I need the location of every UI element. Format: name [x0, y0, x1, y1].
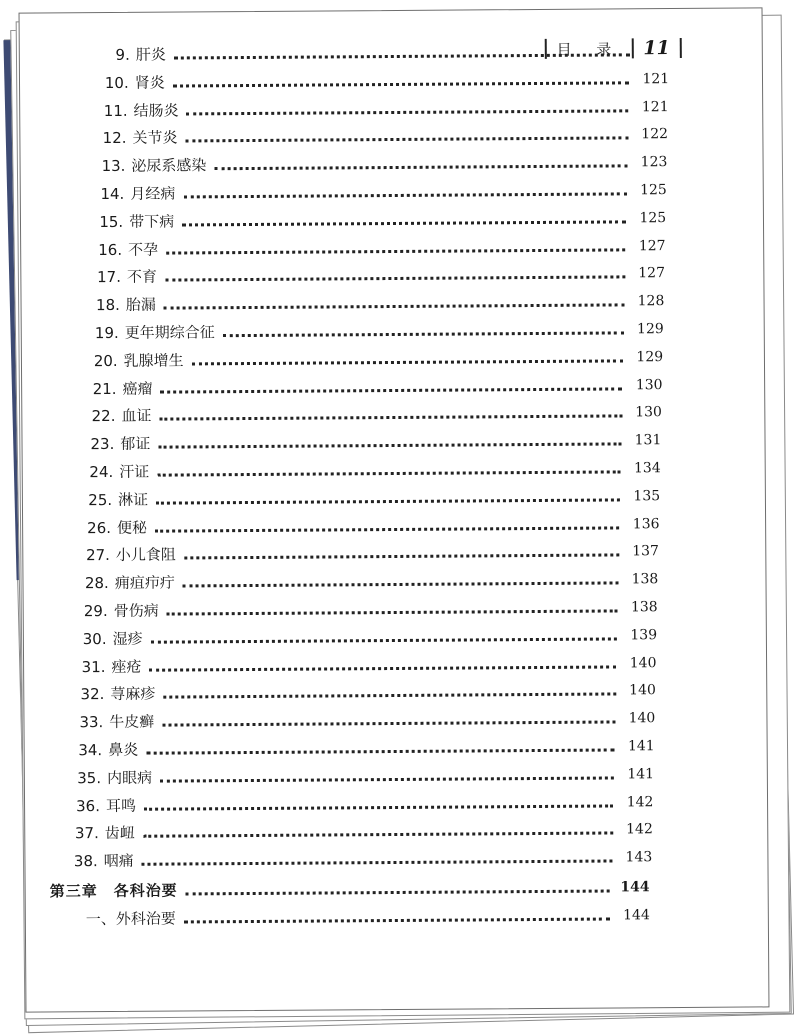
- toc-entry-number: 36.: [76, 796, 101, 815]
- toc-page-number: 129: [636, 321, 664, 338]
- toc-entry-number: 26.: [87, 518, 112, 537]
- toc-entry-label: 汗证: [119, 462, 150, 481]
- toc-leader-dots: [146, 748, 614, 754]
- toc-leader-dots: [144, 804, 614, 810]
- toc-entry-number: 17.: [97, 268, 122, 287]
- toc-entry-label: 痤疮: [111, 657, 142, 676]
- toc-chapter-label: 第三章 各科治要: [49, 881, 178, 901]
- toc-page-number: 122: [641, 126, 669, 143]
- toc-leader-dots: [143, 832, 613, 838]
- toc-entry-number: 35.: [77, 768, 102, 788]
- toc-page-number: 141: [627, 765, 655, 783]
- toc-entry-number: 9.: [115, 45, 130, 64]
- toc-entry-label: 不育: [126, 268, 158, 287]
- toc-leader-dots: [192, 359, 624, 365]
- toc-entry-number: 33.: [79, 713, 104, 732]
- toc-entry-row[interactable]: [50, 788, 654, 816]
- toc-chapter-row[interactable]: [50, 873, 650, 901]
- toc-entry-row[interactable]: [61, 510, 660, 538]
- toc-page-number: 142: [626, 821, 653, 838]
- toc-page-number: 144: [620, 879, 650, 896]
- toc-leader-dots: [156, 498, 620, 504]
- toc-leader-dots: [186, 890, 610, 896]
- toc-entry-number: 37.: [74, 824, 99, 843]
- toc-page-number: 125: [639, 209, 667, 227]
- toc-entry-row[interactable]: [72, 232, 666, 260]
- toc-entry-number: 16.: [98, 240, 123, 259]
- toc-leader-dots: [173, 81, 630, 87]
- toc-entry-label: 痈疽疖疔: [114, 573, 175, 593]
- toc-entry-row[interactable]: [75, 148, 667, 176]
- toc-entry-number: 13.: [101, 157, 126, 176]
- toc-entry-row[interactable]: [54, 677, 656, 705]
- toc-page-number: 125: [639, 182, 667, 199]
- toc-entry-row[interactable]: [71, 259, 665, 287]
- toc-leader-dots: [150, 665, 617, 671]
- toc-entry-number: 27.: [85, 546, 110, 565]
- toc-page-number: 121: [641, 98, 669, 115]
- toc-page-number: 127: [638, 265, 666, 282]
- toc-page-number: 123: [640, 154, 668, 171]
- toc-entry-number: 34.: [78, 741, 103, 760]
- toc-leader-dots: [183, 582, 619, 588]
- toc-page-number: 129: [636, 348, 664, 366]
- toc-leader-dots: [162, 721, 615, 727]
- toc-leader-dots: [164, 304, 625, 310]
- toc-entry-number: 21.: [92, 379, 117, 398]
- toc-entry-number: 22.: [91, 407, 116, 426]
- toc-entry-label: 月经病: [130, 184, 176, 203]
- toc-leader-dots: [186, 137, 629, 143]
- toc-entry-row[interactable]: [73, 204, 666, 232]
- toc-entry-row[interactable]: [70, 287, 665, 315]
- toc-page-number: 121: [642, 70, 670, 88]
- toc-leader-dots: [174, 53, 630, 59]
- toc-leader-dots: [157, 470, 620, 476]
- toc-entry-label: 鼻炎: [108, 740, 139, 760]
- toc-entry-label: 不孕: [128, 240, 159, 259]
- toc-entry-row[interactable]: [55, 649, 656, 677]
- toc-entry-row[interactable]: [77, 93, 668, 121]
- toc-entry-label: 肝炎: [135, 45, 166, 64]
- toc-entry-number: 19.: [94, 323, 119, 343]
- table-of-contents: [20, 8, 769, 1011]
- toc-page-number: 142: [626, 793, 654, 810]
- toc-entry-label: 带下病: [129, 212, 175, 231]
- toc-page-number: 134: [633, 460, 661, 477]
- toc-leader-dots: [161, 387, 623, 393]
- toc-page-number: 138: [631, 571, 659, 588]
- toc-entry-label: 湿疹: [112, 629, 143, 648]
- toc-leader-dots: [159, 415, 622, 421]
- toc-page-number: 139: [630, 626, 658, 644]
- toc-entry-row[interactable]: [74, 176, 667, 204]
- toc-section-row[interactable]: [50, 901, 650, 929]
- toc-entry-label: 内眼病: [106, 768, 153, 787]
- toc-entry-label: 牛皮癣: [109, 712, 155, 732]
- toc-page-number: 144: [623, 907, 650, 924]
- toc-entry-row[interactable]: [53, 704, 655, 732]
- toc-entry-row[interactable]: [76, 120, 668, 148]
- toc-entry-number: 31.: [81, 657, 106, 676]
- toc-entry-number: 25.: [88, 490, 113, 509]
- toc-entry-label: 泌尿系感染: [131, 156, 207, 176]
- toc-leader-dots: [184, 554, 619, 560]
- toc-page-number: 140: [628, 710, 656, 727]
- toc-section-label: 一、外科治要: [85, 909, 176, 928]
- toc-entry-row[interactable]: [48, 843, 653, 871]
- toc-entry-label: 癌瘤: [122, 379, 153, 398]
- toc-entry-row[interactable]: [51, 760, 654, 788]
- toc-entry-label: 更年期综合征: [124, 323, 215, 342]
- toc-entry-label: 肾炎: [134, 73, 165, 92]
- toc-entry-label: 骨伤病: [113, 601, 159, 620]
- toc-page-number: 138: [630, 599, 658, 616]
- toc-entry-number: 23.: [90, 435, 115, 454]
- toc-entry-row[interactable]: [66, 371, 662, 399]
- toc-leader-dots: [151, 637, 618, 643]
- toc-entry-label: 齿衄: [104, 824, 135, 843]
- toc-leader-dots: [155, 526, 620, 532]
- toc-page-number: 128: [637, 293, 665, 310]
- toc-entry-row[interactable]: [62, 482, 660, 510]
- toc-entry-number: 12.: [102, 129, 127, 148]
- toc-entry-label: 郁证: [120, 434, 151, 454]
- toc-leader-dots: [160, 776, 614, 782]
- toc-page-number: 143: [625, 849, 653, 866]
- toc-entry-label: 乳腺增生: [123, 351, 184, 370]
- toc-entry-row[interactable]: [80, 37, 670, 65]
- toc-page-number: 130: [635, 376, 663, 393]
- toc-entry-label: 荨麻疹: [110, 685, 156, 704]
- toc-page: [19, 7, 770, 1012]
- toc-entry-number: 11.: [103, 101, 128, 120]
- toc-entry-number: 15.: [99, 212, 124, 231]
- toc-entry-number: 20.: [93, 351, 118, 370]
- header-title: 目 录: [556, 39, 622, 59]
- toc-entry-label: 便秘: [116, 518, 148, 537]
- toc-entry-row[interactable]: [60, 538, 659, 566]
- toc-entry-label: 血证: [121, 407, 152, 426]
- toc-leader-dots: [223, 331, 624, 337]
- toc-entry-label: 咽痛: [103, 852, 134, 871]
- toc-entry-row[interactable]: [79, 65, 670, 93]
- toc-page-number: 127: [638, 237, 666, 254]
- toc-leader-dots: [163, 693, 616, 699]
- toc-entry-number: 24.: [89, 462, 114, 482]
- toc-entry-label: 小儿食阻: [115, 545, 176, 565]
- toc-entry-number: 32.: [80, 685, 105, 704]
- toc-entry-row[interactable]: [49, 816, 653, 844]
- toc-entry-row[interactable]: [64, 426, 661, 454]
- toc-page-number: 130: [635, 404, 662, 421]
- toc-leader-dots: [187, 109, 629, 115]
- toc-entry-number: 10.: [104, 73, 129, 92]
- toc-leader-dots: [184, 917, 610, 923]
- toc-entry-row[interactable]: [52, 732, 655, 760]
- toc-leader-dots: [167, 609, 618, 615]
- toc-entry-number: 14.: [100, 184, 125, 204]
- toc-page-number: 141: [627, 738, 655, 755]
- toc-leader-dots: [142, 860, 613, 866]
- toc-leader-dots: [158, 443, 621, 449]
- toc-entry-label: 耳鸣: [105, 796, 137, 815]
- toc-leader-dots: [165, 276, 625, 282]
- toc-entry-number: 28.: [84, 574, 109, 593]
- toc-entry-row[interactable]: [58, 593, 658, 621]
- toc-leader-dots: [166, 248, 626, 254]
- toc-leader-dots: [182, 220, 626, 226]
- toc-page-number: 135: [633, 487, 661, 505]
- toc-entry-label: 胎漏: [125, 295, 156, 315]
- toc-entry-number: 38.: [73, 852, 98, 871]
- toc-entry-label: 结肠炎: [133, 101, 179, 120]
- toc-entry-row[interactable]: [65, 399, 662, 427]
- toc-entry-number: 30.: [82, 629, 107, 648]
- toc-page-number: 131: [634, 432, 662, 449]
- toc-entry-number: 29.: [83, 602, 108, 621]
- toc-page-number: 140: [629, 682, 656, 699]
- toc-entry-row[interactable]: [59, 565, 659, 593]
- toc-entry-label: 淋证: [118, 490, 149, 509]
- toc-page-number: 137: [632, 543, 659, 560]
- toc-leader-dots: [214, 165, 627, 171]
- toc-entry-label: 关节炎: [132, 128, 178, 148]
- toc-entry-number: 18.: [95, 296, 120, 315]
- toc-entry-row[interactable]: [63, 454, 661, 482]
- header-page-number: 11: [643, 37, 670, 60]
- toc-page-number: 140: [629, 654, 657, 671]
- toc-entry-row[interactable]: [56, 621, 657, 649]
- toc-page-number: 136: [632, 515, 660, 532]
- toc-entry-row[interactable]: [69, 315, 664, 343]
- toc-entry-row[interactable]: [68, 343, 664, 371]
- toc-leader-dots: [183, 192, 626, 198]
